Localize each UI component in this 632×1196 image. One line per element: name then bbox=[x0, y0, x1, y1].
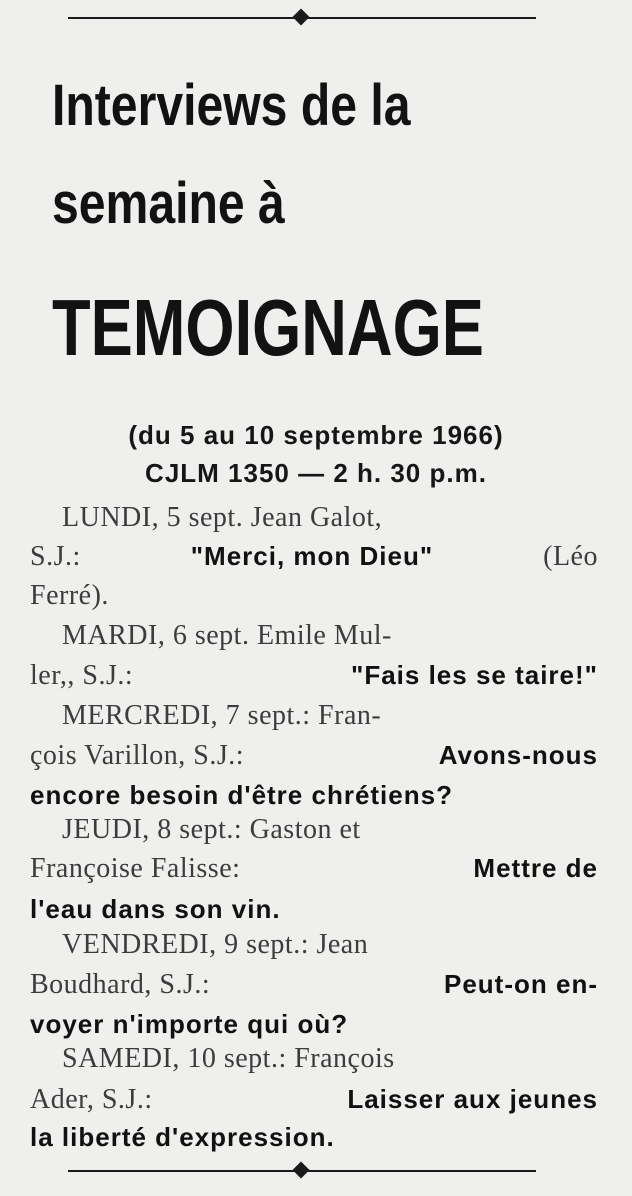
divider-diamond-ornament bbox=[293, 1162, 310, 1179]
schedule-line bbox=[30, 894, 598, 934]
interview-title: Laisser aux jeunes bbox=[347, 1084, 598, 1114]
text: S.J.: bbox=[30, 541, 81, 572]
text: Ferré). bbox=[30, 580, 109, 611]
schedule-line bbox=[30, 1084, 598, 1124]
schedule-line bbox=[30, 740, 598, 780]
text: ler,, S.J.: bbox=[30, 660, 134, 691]
text: (Léo bbox=[543, 541, 598, 572]
text: LUNDI, 5 sept. Jean Galot, bbox=[62, 502, 383, 533]
divider-diamond-ornament bbox=[293, 9, 310, 26]
interview-title: la liberté d'expression. bbox=[30, 1122, 335, 1152]
schedule-line bbox=[62, 1043, 598, 1083]
top-divider bbox=[68, 17, 536, 19]
interview-title: "Fais les se taire!" bbox=[351, 660, 598, 690]
headline-line-1: Interviews de la bbox=[52, 73, 411, 138]
station-time: CJLM 1350 — 2 h. 30 p.m. bbox=[145, 458, 487, 488]
text: çois Varillon, S.J.: bbox=[30, 740, 245, 771]
text: SAMEDI, 10 sept.: François bbox=[62, 1043, 395, 1074]
text: Ader, S.J.: bbox=[30, 1084, 153, 1115]
interview-title: "Merci, mon Dieu" bbox=[190, 541, 434, 571]
text: VENDREDI, 9 sept.: Jean bbox=[62, 929, 369, 960]
schedule-line bbox=[62, 502, 598, 542]
interview-title: voyer n'importe qui où? bbox=[30, 1009, 349, 1039]
text: Françoise Falisse: bbox=[30, 853, 241, 884]
text: Boudhard, S.J.: bbox=[30, 969, 211, 1000]
interview-title: Avons-nous bbox=[438, 740, 598, 770]
text: JEUDI, 8 sept.: Gaston et bbox=[62, 814, 361, 845]
headline-line-2: semaine à bbox=[52, 171, 285, 236]
schedule-line bbox=[30, 853, 598, 893]
schedule-line bbox=[62, 814, 598, 854]
interview-title: Peut-on en- bbox=[444, 969, 598, 999]
bottom-divider bbox=[68, 1170, 536, 1172]
interview-title: l'eau dans son vin. bbox=[30, 894, 281, 924]
schedule-line bbox=[30, 580, 598, 620]
interview-title: encore besoin d'être chrétiens? bbox=[30, 780, 453, 810]
text: MERCREDI, 7 sept.: Fran- bbox=[62, 700, 382, 731]
schedule-line bbox=[30, 1122, 598, 1162]
text: MARDI, 6 sept. Emile Mul- bbox=[62, 620, 392, 651]
schedule-line bbox=[62, 700, 598, 740]
schedule-line bbox=[30, 541, 598, 581]
schedule-line bbox=[62, 620, 598, 660]
schedule-line bbox=[62, 929, 598, 969]
headline-line-3: TEMOIGNAGE bbox=[52, 283, 484, 372]
schedule-line bbox=[30, 660, 598, 700]
interview-title: Mettre de bbox=[473, 853, 598, 883]
date-range: (du 5 au 10 septembre 1966) bbox=[128, 420, 504, 450]
schedule-line bbox=[30, 969, 598, 1009]
